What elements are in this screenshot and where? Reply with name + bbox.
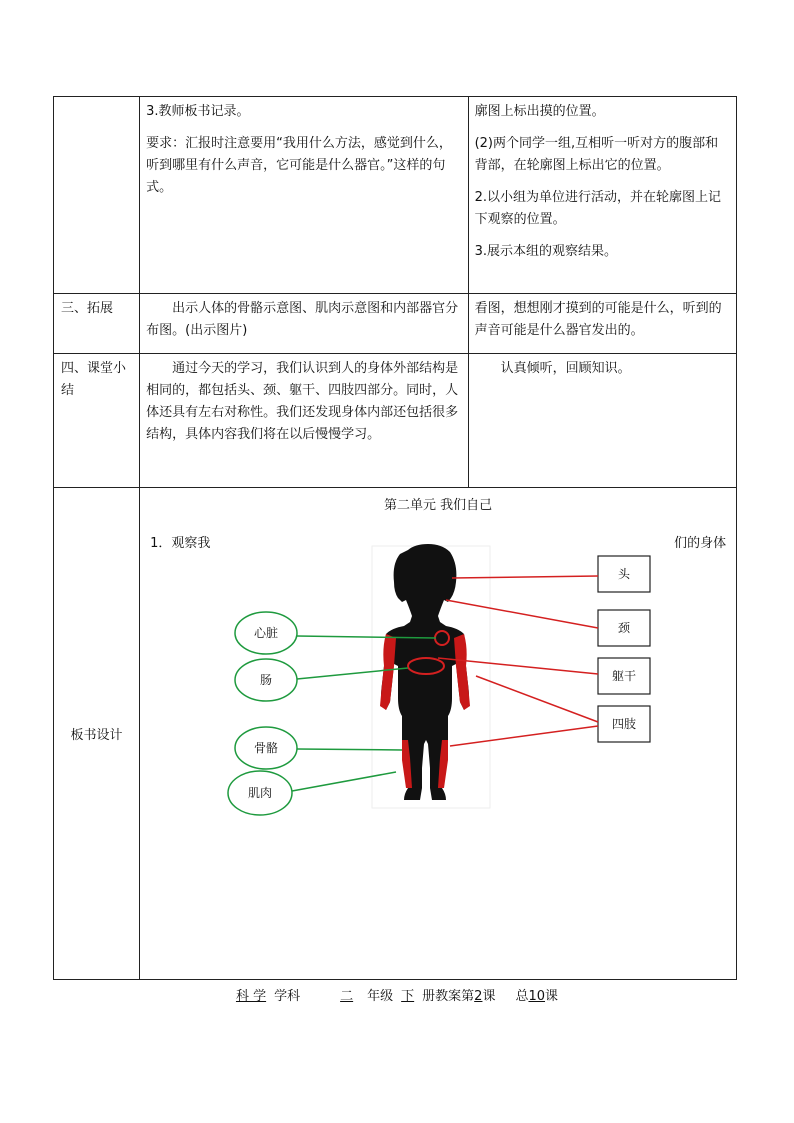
board-subtitle-right: 们的身体	[674, 536, 727, 552]
empty-label-cell	[54, 97, 140, 294]
label-neck: 颈	[618, 621, 631, 636]
student-line: 3.展示本组的观察结果。	[474, 244, 617, 259]
bone-line	[426, 746, 428, 788]
section-label-cell	[54, 294, 140, 354]
right-labels	[598, 556, 650, 742]
board-design	[140, 488, 736, 976]
footer-grade: 二	[340, 989, 354, 1004]
board-title: 第二单元 我们自己	[384, 498, 493, 514]
student-activity-cell	[468, 354, 736, 488]
footer-volume-suffix: 册教案第	[422, 989, 475, 1004]
label-torso: 躯干	[612, 669, 637, 684]
teacher-activity-cell	[140, 97, 468, 294]
student-activity-cell	[468, 294, 736, 354]
muscle-left-arm	[380, 634, 396, 710]
student-activity-cell	[468, 97, 736, 294]
table-row-summary	[54, 354, 737, 488]
lesson-table	[53, 96, 737, 980]
connector-bone	[297, 749, 402, 750]
label-bone: 骨骼	[254, 741, 279, 756]
label-limbs: 四肢	[612, 717, 637, 732]
connector-head	[452, 576, 598, 578]
body-shape	[381, 544, 469, 800]
student-line: 廓图上标出摸的位置。	[474, 104, 605, 119]
teacher-activity-cell	[140, 294, 468, 354]
footer-lesson-suffix: 课	[482, 989, 496, 1004]
label-heart: 心脏	[254, 626, 279, 641]
label-head: 头	[618, 567, 631, 582]
red-connectors	[438, 576, 598, 746]
label-intestine: 肠	[260, 673, 273, 688]
connector-muscle	[292, 772, 396, 791]
teacher-text: 通过今天的学习，我们认识到人的身体外部结构是相同的，都包括头、颈、躯干、四肢四部分。同时，人体还具有左右对称性。我们还发现身体内部还包括很多结构，具体内容我们将在以后慢慢学习。	[146, 361, 459, 443]
footer-total-suffix: 课	[545, 989, 559, 1004]
teacher-activity-cell	[140, 354, 468, 488]
table-row-extend	[54, 294, 737, 354]
footer-grade-suffix: 年级	[367, 989, 394, 1004]
muscle-right-arm	[454, 634, 470, 710]
body-silhouette	[380, 544, 470, 800]
board-subtitle-left: 1．观察我	[150, 536, 211, 552]
section-label: 四、课堂小结	[61, 361, 127, 399]
footer-subject: 科 学	[235, 989, 267, 1004]
footer-volume: 下	[401, 989, 415, 1004]
student-text: 看图，想想刚才摸到的可能是什么，听到的声音可能是什么器官发出的。	[474, 301, 722, 339]
student-line: 2.以小组为单位进行活动，并在轮廓图上记下观察的位置。	[474, 190, 721, 227]
student-line: (2)两个同学一组,互相听一听对方的腹部和背部，在轮廓图上标出它的位置。	[474, 136, 719, 173]
student-text: 认真倾听，回顾知识。	[500, 361, 631, 377]
footer-total-prefix: 总	[515, 989, 529, 1004]
section-label: 板书设计	[70, 728, 123, 744]
board-design-cell	[140, 488, 737, 980]
body-diagram	[140, 488, 736, 976]
connector-limbs-leg	[450, 726, 598, 746]
table-row-board	[54, 488, 737, 980]
page-footer	[0, 985, 794, 1004]
teacher-line: 3.教师板书记录。	[146, 104, 250, 119]
footer-total: 10	[528, 989, 546, 1004]
table-row-activity	[54, 97, 737, 294]
connector-limbs-arm	[476, 676, 598, 722]
teacher-text: 出示人体的骨骼示意图、肌肉示意图和内部器官分布图。(出示图片)	[146, 301, 459, 339]
label-muscle: 肌肉	[248, 786, 273, 801]
footer-subject-suffix: 学科	[274, 989, 301, 1004]
section-label-cell	[54, 488, 140, 980]
section-label: 三、拓展	[61, 301, 114, 317]
section-label-cell	[54, 354, 140, 488]
connector-neck	[446, 600, 598, 628]
teacher-line: 要求：汇报时注意要用“我用什么方法，感觉到什么，听到哪里有什么声音，它可能是什么器官。”这样的句式。	[146, 136, 452, 195]
footer-lesson: 2	[474, 989, 483, 1004]
left-labels	[228, 612, 297, 815]
